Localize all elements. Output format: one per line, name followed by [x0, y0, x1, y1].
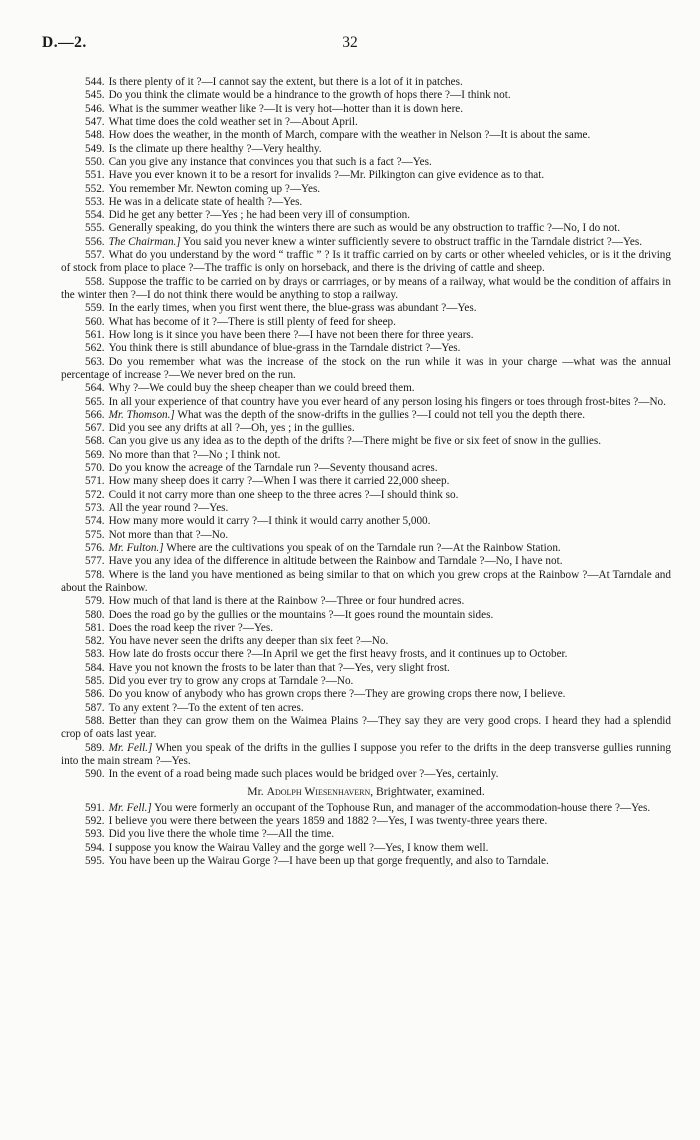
page-number: 32	[342, 34, 358, 51]
question-paragraph	[61, 489, 671, 502]
question-paragraph	[61, 89, 671, 102]
question-text: To any extent ?—To the extent of ten acres.	[108, 701, 304, 714]
question-number: 590.	[85, 768, 105, 781]
question-text: Do you think the climate would be a hindrance to the growth of hops there ?—I think not.	[108, 89, 511, 102]
question-number: 595.	[85, 854, 105, 867]
question-paragraph	[61, 449, 671, 462]
question-text: How many more would it carry ?—I think it would carry another 5,000.	[108, 515, 431, 528]
question-paragraph	[61, 116, 671, 129]
question-paragraph	[61, 76, 671, 89]
question-paragraph	[61, 342, 671, 355]
question-text: Where are the cultivations you speak of on the Tarndale run ?—At the Rainbow Station.	[166, 541, 561, 554]
question-paragraph	[61, 249, 671, 276]
question-number: 587.	[85, 701, 105, 714]
question-text: How much of that land is there at the Rainbow ?—Three or four hundred acres.	[108, 595, 465, 608]
question-paragraph	[61, 129, 671, 142]
question-paragraph	[61, 329, 671, 342]
question-paragraph	[61, 382, 671, 395]
question-number: 572.	[85, 488, 105, 501]
speaker-name: The Chairman.]	[108, 235, 181, 248]
question-paragraph	[61, 662, 671, 675]
question-number: 576.	[85, 541, 105, 554]
question-text: All the year round ?—Yes.	[108, 502, 229, 514]
question-text: You have been up the Wairau Gorge ?—I have been up that gorge frequently, and also to Tarndale.	[108, 854, 549, 867]
question-paragraph	[61, 422, 671, 435]
question-text: No more than that ?—No ; I think not.	[108, 448, 281, 461]
question-number: 553.	[85, 195, 105, 208]
question-paragraph	[61, 156, 671, 169]
question-text: Better than they can grow them on the Waimea Plains ?—They say they are very good crops. I heard they had a splendid crop of oats last year.	[61, 715, 671, 741]
question-paragraph	[61, 276, 671, 303]
question-number: 566.	[85, 408, 105, 421]
question-number: 552.	[85, 182, 105, 195]
question-paragraph	[61, 435, 671, 448]
question-text: Is there plenty of it ?—I cannot say the extent, but there is a lot of it in patches.	[108, 76, 463, 88]
question-paragraph	[61, 515, 671, 528]
question-paragraph	[61, 542, 671, 555]
witness-name: Adolph Wiesenhavern	[266, 784, 371, 798]
question-text: In all your experience of that country have you ever heard of any person losing his fingers or toes through frost-bites ?—No.	[108, 395, 666, 408]
question-number: 591.	[85, 801, 105, 814]
question-text: Do you know the acreage of the Tarndale run ?—Seventy thousand acres.	[108, 462, 438, 475]
question-list	[61, 249, 671, 409]
question-paragraph	[61, 209, 671, 222]
question-number: 559.	[85, 302, 105, 315]
witness-heading	[61, 785, 671, 799]
question-paragraph	[61, 675, 671, 688]
question-text: What has become of it ?—There is still plenty of feed for sheep.	[108, 315, 396, 328]
question-number: 562.	[85, 342, 105, 355]
question-text: Suppose the traffic to be carried on by drays or carrriages, or by means of a railway, what would be the condition of affairs in the winter then ?—I do not think there would be anything to stop a railway.	[61, 275, 671, 301]
question-paragraph	[61, 409, 671, 422]
question-list	[61, 555, 671, 741]
question-number: 550.	[85, 155, 105, 168]
question-text: He was in a delicate state of health ?—Yes.	[108, 195, 303, 208]
question-text: Can you give any instance that convinces you that such is a fact ?—Yes.	[108, 155, 432, 168]
question-number: 588.	[85, 715, 105, 727]
question-paragraph	[61, 222, 671, 235]
question-number: 560.	[85, 315, 105, 328]
question-paragraph	[61, 475, 671, 488]
question-number: 557.	[85, 249, 105, 262]
question-number: 571.	[85, 475, 105, 488]
question-text: You said you never knew a winter sufficiently severe to obstruct traffic in the Tarndale district ?—Yes.	[183, 235, 643, 248]
question-paragraph	[61, 529, 671, 542]
question-text: I believe you were there between the years 1859 and 1882 ?—Yes, I was twenty-three years there.	[108, 814, 548, 827]
page-header	[42, 34, 658, 54]
question-number: 555.	[85, 222, 105, 235]
question-text: Where is the land you have mentioned as being similar to that on which you grew crops at the Rainbow ?—At Tarndale and about the Rainbow.	[61, 568, 671, 594]
question-text: Have you not known the frosts to be later than that ?—Yes, very slight frost.	[108, 661, 450, 674]
question-text: How long is it since you have been there ?—I have not been there for three years.	[108, 328, 474, 341]
question-paragraph	[61, 502, 671, 515]
question-text: What was the depth of the snow-drifts in the gullies ?—I could not tell you the depth there.	[177, 408, 586, 421]
question-paragraph	[61, 855, 671, 868]
question-paragraph	[61, 316, 671, 329]
question-number: 581.	[85, 621, 105, 634]
question-number: 589.	[85, 741, 105, 754]
question-text: When you speak of the drifts in the gullies I suppose you refer to the drifts in the deep transverse gullies running into the main stream ?—Yes.	[61, 741, 671, 767]
question-paragraph	[61, 702, 671, 715]
question-paragraph	[61, 815, 671, 828]
question-text: Is the climate up there healthy ?—Very healthy.	[108, 142, 322, 155]
question-text: In the early times, when you first went there, the blue-grass was abundant ?—Yes.	[108, 302, 477, 315]
question-number: 586.	[85, 688, 105, 701]
question-text: How late do frosts occur there ?—In April we get the first heavy frosts, and it continues up to October.	[108, 648, 568, 661]
question-paragraph	[61, 688, 671, 701]
question-text: Could it not carry more than one sheep to the three acres ?—I should think so.	[108, 488, 459, 501]
question-number: 594.	[85, 841, 105, 854]
question-text: What is the summer weather like ?—It is very hot—hotter than it is down here.	[108, 102, 464, 115]
question-number: 592.	[85, 814, 105, 827]
question-text: You remember Mr. Newton coming up ?—Yes.	[108, 182, 321, 195]
question-text: Can you give us any idea as to the depth of the drifts ?—There might be five or six feet of snow in the gullies.	[108, 435, 602, 448]
question-text: How many sheep does it carry ?—When I was there it carried 22,000 sheep.	[108, 475, 450, 488]
question-number: 556.	[85, 235, 105, 248]
question-text: What do you understand by the word “ traffic ” ? Is it traffic carried on by carts or other wheeled vehicles, or is it the driving of stock from place to place ?—The traffic is only on horseback, and there is the driving of cattle and sheep.	[61, 249, 671, 275]
question-list	[61, 422, 671, 542]
question-number: 569.	[85, 448, 105, 461]
question-number: 577.	[85, 555, 105, 568]
question-paragraph	[61, 768, 671, 781]
question-paragraph	[61, 569, 671, 596]
question-text: In the event of a road being made such places would be bridged over ?—Yes, certainly.	[108, 768, 499, 781]
question-paragraph	[61, 842, 671, 855]
question-list	[61, 815, 671, 868]
question-text: Did you live there the whole time ?—All the time.	[108, 828, 335, 841]
question-number: 563.	[85, 355, 105, 368]
question-number: 584.	[85, 661, 105, 674]
question-text: Do you remember what was the increase of the stock on the run while it was in your charge —what was the annual percentage of increase ?—We never bred on the run.	[61, 355, 671, 381]
question-text: You have never seen the drifts any deeper than six feet ?—No.	[108, 635, 389, 648]
question-number: 549.	[85, 142, 105, 155]
question-text: You were formerly an occupant of the Tophouse Run, and manager of the accommodation-house there ?—Yes.	[154, 801, 651, 814]
question-text: I suppose you know the Wairau Valley and the gorge well ?—Yes, I know them well.	[108, 841, 489, 854]
witness-prefix: Mr.	[247, 784, 264, 798]
question-number: 565.	[85, 395, 105, 408]
question-text: Do you know of anybody who has grown crops there ?—They are growing crops there now, I believe.	[108, 688, 566, 701]
question-number: 567.	[85, 422, 105, 435]
question-number: 582.	[85, 635, 105, 648]
question-number: 574.	[85, 515, 105, 528]
question-paragraph	[61, 635, 671, 648]
question-number: 580.	[85, 608, 105, 621]
question-text: Does the road go by the gullies or the mountains ?—It goes round the mountain sides.	[108, 608, 494, 621]
question-paragraph	[61, 648, 671, 661]
question-number: 545.	[85, 89, 105, 102]
question-paragraph	[61, 802, 671, 815]
question-paragraph	[61, 356, 671, 383]
question-list	[61, 76, 671, 236]
question-paragraph	[61, 595, 671, 608]
document-reference: D.—2.	[42, 34, 87, 51]
question-text: Does the road keep the river ?—Yes.	[108, 621, 274, 634]
question-number: 546.	[85, 102, 105, 115]
question-text: What time does the cold weather set in ?—About April.	[108, 115, 358, 128]
speaker-name: Mr. Fell.]	[108, 801, 152, 814]
question-number: 554.	[85, 209, 105, 222]
question-paragraph	[61, 555, 671, 568]
question-number: 570.	[85, 462, 105, 475]
question-number: 547.	[85, 115, 105, 128]
question-text: Did you ever try to grow any crops at Tarndale ?—No.	[108, 675, 354, 688]
question-number: 568.	[85, 435, 105, 448]
question-number: 558.	[85, 275, 105, 288]
question-text: Why ?—We could buy the sheep cheaper than we could breed them.	[108, 382, 415, 395]
question-paragraph	[61, 715, 671, 742]
question-text: Generally speaking, do you think the winters there are such as would be any obstruction to traffic ?—No, I do not.	[108, 222, 621, 235]
question-number: 585.	[85, 675, 105, 688]
question-number: 564.	[85, 382, 105, 395]
witness-rest: , Brightwater, examined.	[370, 784, 485, 798]
question-paragraph	[61, 236, 671, 249]
question-number: 548.	[85, 129, 105, 142]
question-paragraph	[61, 302, 671, 315]
question-paragraph	[61, 622, 671, 635]
question-text: Not more than that ?—No.	[108, 528, 229, 541]
question-number: 593.	[85, 828, 105, 841]
question-paragraph	[61, 143, 671, 156]
question-paragraph	[61, 169, 671, 182]
question-text: Did he get any better ?—Yes ; he had been very ill of consumption.	[108, 209, 411, 222]
question-number: 544.	[85, 76, 105, 88]
question-number: 579.	[85, 595, 105, 608]
speaker-name: Mr. Thomson.]	[108, 408, 175, 421]
speaker-name: Mr. Fell.]	[108, 741, 153, 754]
question-paragraph	[61, 462, 671, 475]
question-paragraph	[61, 828, 671, 841]
question-number: 575.	[85, 528, 105, 541]
question-number: 578.	[85, 568, 105, 581]
evidence-text	[61, 76, 671, 868]
question-paragraph	[61, 742, 671, 769]
question-text: You think there is still abundance of blue-grass in the Tarndale district ?—Yes.	[108, 342, 461, 355]
question-number: 561.	[85, 328, 105, 341]
question-text: How does the weather, in the month of March, compare with the weather in Nelson ?—It is about the same.	[108, 129, 591, 142]
question-paragraph	[61, 609, 671, 622]
question-paragraph	[61, 103, 671, 116]
question-paragraph	[61, 196, 671, 209]
question-text: Have you any idea of the difference in altitude between the Rainbow and Tarndale ?—No, I have not.	[108, 555, 563, 568]
question-number: 583.	[85, 648, 105, 661]
question-number: 551.	[85, 169, 105, 182]
question-text: Have you ever known it to be a resort for invalids ?—Mr. Pilkington can give evidence as to that.	[108, 169, 545, 182]
question-paragraph	[61, 183, 671, 196]
question-paragraph	[61, 396, 671, 409]
speaker-name: Mr. Fulton.]	[108, 541, 164, 554]
question-number: 573.	[85, 502, 105, 514]
question-text: Did you see any drifts at all ?—Oh, yes ; in the gullies.	[108, 422, 355, 435]
